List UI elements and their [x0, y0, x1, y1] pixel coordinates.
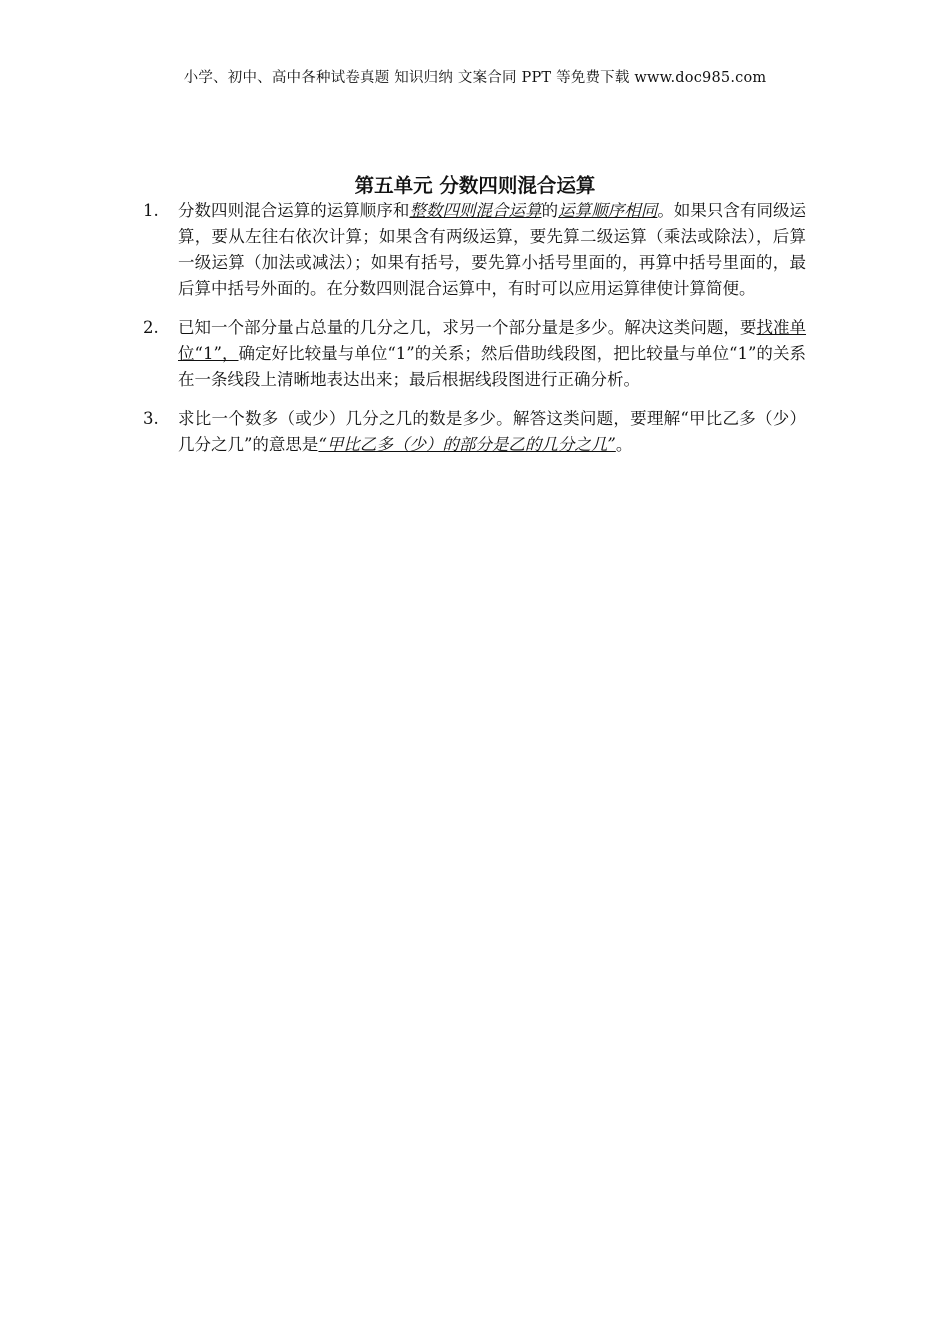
text-segment: 分数四则混合运算的运算顺序和 — [178, 201, 410, 220]
page-title: 第五单元 分数四则混合运算 — [354, 174, 596, 197]
text-segment: 。如果只含有同级运算，要从左往右依次计算；如果含有两级运算，要先算二级运算（乘法或除法），后算一级运算（加法或减法）；如果有括号，要先算小括号里面的，再算中括号里面的，最后算中括号外面的。在分数四则混合运算中，有时可以应用运算律使计算简便。 — [178, 201, 807, 298]
text-segment: 的 — [541, 201, 559, 220]
underlined-term: 找准单位“1”， — [178, 318, 807, 363]
text-segment: 已知一个部分量占总量的几分之几，求另一个部分量是多少。解决这类问题，要 — [178, 318, 757, 337]
underlined-term: “甲比乙多（少）的部分是乙的几分之几” — [318, 435, 616, 454]
item-number: 3. — [143, 409, 159, 428]
item-text — [178, 406, 806, 458]
list-item — [0, 315, 950, 393]
item-text — [178, 315, 806, 393]
text-segment: 确定好比较量与单位“1”的关系；然后借助线段图，把比较量与单位“1”的关系在一条线段上清晰地表达出来；最后根据线段图进行正确分析。 — [178, 344, 806, 389]
underlined-term: 运算顺序相同 — [558, 201, 658, 220]
text-segment: 求比一个数多（或少）几分之几的数是多少。解答这类问题，要理解“甲比乙多（少）几分之几”的意思是 — [178, 409, 806, 454]
list-item — [0, 406, 950, 458]
underlined-term: 整数四则混合运算 — [409, 201, 542, 220]
page-header: 小学、初中、高中各种试卷真题 知识归纳 文案合同 PPT 等免费下载 www.doc985.com — [183, 70, 767, 86]
knowledge-list — [0, 198, 950, 471]
item-number: 2. — [143, 318, 159, 337]
item-number: 1. — [143, 201, 159, 220]
list-item — [0, 198, 950, 302]
text-segment: 。 — [615, 435, 633, 454]
item-text — [178, 198, 806, 302]
